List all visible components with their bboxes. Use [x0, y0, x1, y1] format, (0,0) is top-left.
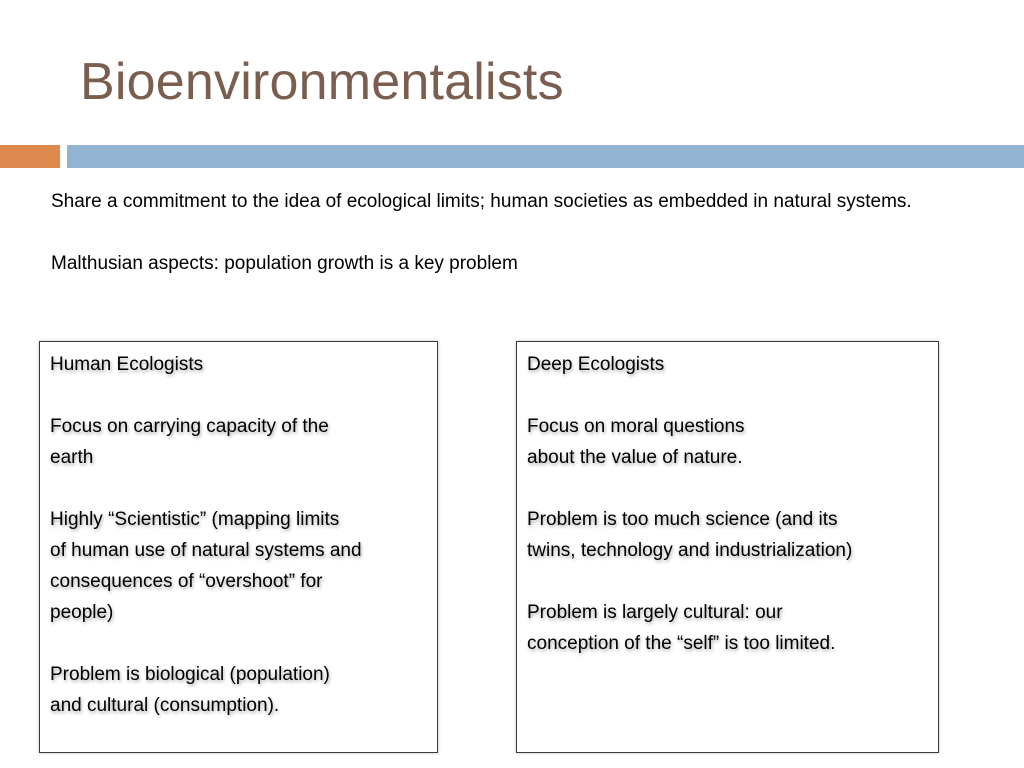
deep-ecologists-cultural-line-2: conception of the “self” is too limited.: [527, 633, 836, 654]
human-ecologists-heading: Human Ecologists: [50, 354, 204, 375]
slide-title: Bioenvironmentalists: [80, 53, 564, 111]
human-ecologists-focus-line-2: earth: [50, 447, 94, 468]
deep-ecologists-focus-line-2: about the value of nature.: [527, 447, 743, 468]
deep-ecologists-heading: Deep Ecologists: [527, 354, 665, 375]
human-ecologists-focus-line-1: Focus on carrying capacity of the: [50, 416, 329, 437]
deep-ecologists-cultural-line-1: Problem is largely cultural: our: [527, 602, 783, 623]
deep-ecologists-focus-line-1: Focus on moral questions: [527, 416, 745, 437]
human-ecologists-scientistic-line-1: Highly “Scientistic” (mapping limits: [50, 509, 340, 530]
deep-ecologists-science-line-2: twins, technology and industrialization): [527, 540, 853, 561]
human-ecologists-box: [39, 341, 438, 753]
human-ecologists-scientistic-line-4: people): [50, 602, 114, 623]
deep-ecologists-science-line-1: Problem is too much science (and its: [527, 509, 838, 530]
human-ecologists-problem-line-1: Problem is biological (population): [50, 664, 330, 685]
accent-bar-blue: [67, 145, 1024, 168]
human-ecologists-scientistic-line-3: consequences of “overshoot” for: [50, 571, 323, 592]
intro-text: [51, 186, 951, 279]
accent-bar-orange: [0, 145, 60, 168]
intro-paragraph-limits: Share a commitment to the idea of ecological limits; human societies as embedded in natural systems.: [51, 191, 912, 212]
human-ecologists-problem-line-2: and cultural (consumption).: [50, 695, 280, 716]
intro-paragraph-malthusian: Malthusian aspects: population growth is a key problem: [51, 253, 518, 274]
deep-ecologists-box: [516, 341, 939, 753]
human-ecologists-scientistic-line-2: of human use of natural systems and: [50, 540, 362, 561]
